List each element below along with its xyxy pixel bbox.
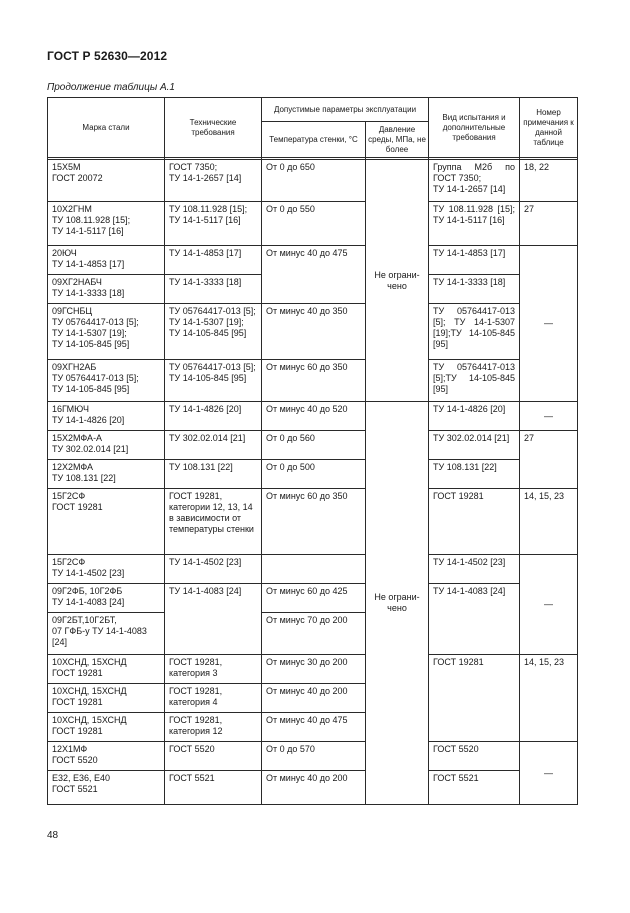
cell-temp: От минус 40 до 475 xyxy=(262,246,366,304)
cell-requirements: ГОСТ 19281, категории 12, 13, 14 в зависимости от температуры стенки xyxy=(165,489,262,555)
cell-temp: От 0 до 500 xyxy=(262,460,366,489)
cell-temp: От минус 30 до 200 xyxy=(262,655,366,684)
cell-grade: 12Х2МФА ТУ 108.131 [22] xyxy=(48,460,165,489)
cell-requirements: ГОСТ 5521 xyxy=(165,771,262,805)
cell-temp: От минус 40 до 200 xyxy=(262,771,366,805)
cell-requirements: ТУ 108.11.928 [15]; ТУ 14-1-5117 [16] xyxy=(165,202,262,246)
cell-pressure: Не ограни- чено xyxy=(366,402,429,805)
cell-test: ТУ 14-1-4083 [24] xyxy=(429,584,520,655)
cell-requirements: ТУ 14-1-4826 [20] xyxy=(165,402,262,431)
cell-requirements: ТУ 05764417-013 [5]; ТУ 14-1-5307 [19]; ТУ 14-105-845 [95] xyxy=(165,304,262,360)
cell-grade: 16ГМЮЧ ТУ 14-1-4826 [20] xyxy=(48,402,165,431)
header-requirements: Технические требования xyxy=(165,98,262,158)
cell-temp: От минус 70 до 200 xyxy=(262,613,366,655)
cell-note: — xyxy=(520,246,578,402)
cell-test: ТУ 14-1-4502 [23] xyxy=(429,555,520,584)
cell-temp: От 0 до 570 xyxy=(262,742,366,771)
cell-grade: 15Х5М ГОСТ 20072 xyxy=(48,160,165,202)
cell-grade: 10ХСНД, 15ХСНД ГОСТ 19281 xyxy=(48,684,165,713)
cell-requirements: ТУ 302.02.014 [21] xyxy=(165,431,262,460)
cell-temp: От минус 60 до 350 xyxy=(262,489,366,555)
cell-note: 14, 15, 23 xyxy=(520,655,578,742)
cell-temp: От минус 40 до 475 xyxy=(262,713,366,742)
cell-temp: От минус 40 до 350 xyxy=(262,304,366,360)
cell-test: ГОСТ 19281 xyxy=(429,489,520,555)
cell-test: ТУ 108.11.928 [15]; ТУ 14-1-5117 [16] xyxy=(429,202,520,246)
cell-grade: 09Г2ФБ, 10Г2ФБ ТУ 14-1-4083 [24] xyxy=(48,584,165,613)
steel-grades-table xyxy=(47,97,578,805)
cell-grade: 09ХГН2АБ ТУ 05764417-013 [5]; ТУ 14-105-845 [95] xyxy=(48,360,165,402)
header-test: Вид испытания и дополнительные требования xyxy=(429,98,520,158)
cell-temp: От минус 40 до 200 xyxy=(262,684,366,713)
table-caption: Продолжение таблицы А.1 xyxy=(47,82,175,93)
cell-test: ГОСТ 5521 xyxy=(429,771,520,805)
page-number: 48 xyxy=(47,830,59,841)
cell-note: 27 xyxy=(520,431,578,489)
cell-note: — xyxy=(520,742,578,805)
cell-grade: Е32, Е36, Е40 ГОСТ 5521 xyxy=(48,771,165,805)
cell-requirements: ТУ 108.131 [22] xyxy=(165,460,262,489)
cell-note: — xyxy=(520,555,578,655)
header-params: Допустимые параметры эксплуатации xyxy=(262,98,429,122)
header-grade: Марка стали xyxy=(48,98,165,158)
cell-pressure: Не ограни- чено xyxy=(366,160,429,402)
cell-test: ГОСТ 19281 xyxy=(429,655,520,742)
header-note: Номер примечания к данной таблице xyxy=(520,98,578,158)
cell-grade: 15Г2СФ ГОСТ 19281 xyxy=(48,489,165,555)
cell-grade: 10Х2ГНМ ТУ 108.11.928 [15]; ТУ 14-1-5117 [16] xyxy=(48,202,165,246)
document-title: ГОСТ Р 52630—2012 xyxy=(47,49,168,63)
cell-temp: От минус 40 до 520 xyxy=(262,402,366,431)
cell-note: 27 xyxy=(520,202,578,246)
cell-note: 18, 22 xyxy=(520,160,578,202)
cell-note: — xyxy=(520,402,578,431)
cell-grade: 09Г2БТ,10Г2БТ, 07 ГФБ-у ТУ 14-1-4083 [24] xyxy=(48,613,165,655)
cell-test: ТУ 05764417-013 [5];ТУ 14-105-845 [95] xyxy=(429,360,520,402)
header-pressure: Давление среды, МПа, не более xyxy=(366,122,429,158)
cell-requirements: ТУ 05764417-013 [5]; ТУ 14-105-845 [95] xyxy=(165,360,262,402)
cell-temp: От минус 60 до 350 xyxy=(262,360,366,402)
cell-temp: От 0 до 650 xyxy=(262,160,366,202)
cell-requirements: ТУ 14-1-3333 [18] xyxy=(165,275,262,304)
cell-temp: От 0 до 550 xyxy=(262,202,366,246)
cell-requirements: ТУ 14-1-4502 [23] xyxy=(165,555,262,584)
cell-requirements: ГОСТ 19281, категория 4 xyxy=(165,684,262,713)
cell-temp: От минус 60 до 425 xyxy=(262,584,366,613)
cell-test: ТУ 14-1-4853 [17] xyxy=(429,246,520,275)
cell-requirements: ГОСТ 7350; ТУ 14-1-2657 [14] xyxy=(165,160,262,202)
cell-grade: 12Х1МФ ГОСТ 5520 xyxy=(48,742,165,771)
cell-grade: 10ХСНД, 15ХСНД ГОСТ 19281 xyxy=(48,713,165,742)
cell-test: Группа М2б по ГОСТ 7350; ТУ 14-1-2657 [14] xyxy=(429,160,520,202)
cell-grade: 10ХСНД, 15ХСНД ГОСТ 19281 xyxy=(48,655,165,684)
cell-test: ТУ 14-1-4826 [20] xyxy=(429,402,520,431)
cell-requirements: ГОСТ 5520 xyxy=(165,742,262,771)
cell-temp: От 0 до 560 xyxy=(262,431,366,460)
cell-requirements: ТУ 14-1-4083 [24] xyxy=(165,584,262,655)
cell-note: 14, 15, 23 xyxy=(520,489,578,555)
cell-grade: 15Г2СФ ТУ 14-1-4502 [23] xyxy=(48,555,165,584)
cell-grade: 09ГСНБЦ ТУ 05764417-013 [5]; ТУ 14-1-5307 [19]; ТУ 14-105-845 [95] xyxy=(48,304,165,360)
cell-requirements: ГОСТ 19281, категория 12 xyxy=(165,713,262,742)
cell-test: ГОСТ 5520 xyxy=(429,742,520,771)
cell-test: ТУ 302.02.014 [21] xyxy=(429,431,520,460)
cell-temp xyxy=(262,555,366,584)
cell-test: ТУ 05764417-013 [5]; ТУ 14-1-5307 [19];ТУ 14-105-845 [95] xyxy=(429,304,520,360)
cell-grade: 15Х2МФА-А ТУ 302.02.014 [21] xyxy=(48,431,165,460)
cell-test: ТУ 108.131 [22] xyxy=(429,460,520,489)
header-temp: Температура стенки, °С xyxy=(262,122,366,158)
cell-test: ТУ 14-1-3333 [18] xyxy=(429,275,520,304)
cell-grade: 20ЮЧ ТУ 14-1-4853 [17] xyxy=(48,246,165,275)
cell-requirements: ТУ 14-1-4853 [17] xyxy=(165,246,262,275)
cell-requirements: ГОСТ 19281, категория 3 xyxy=(165,655,262,684)
cell-grade: 09ХГ2НАБЧ ТУ 14-1-3333 [18] xyxy=(48,275,165,304)
